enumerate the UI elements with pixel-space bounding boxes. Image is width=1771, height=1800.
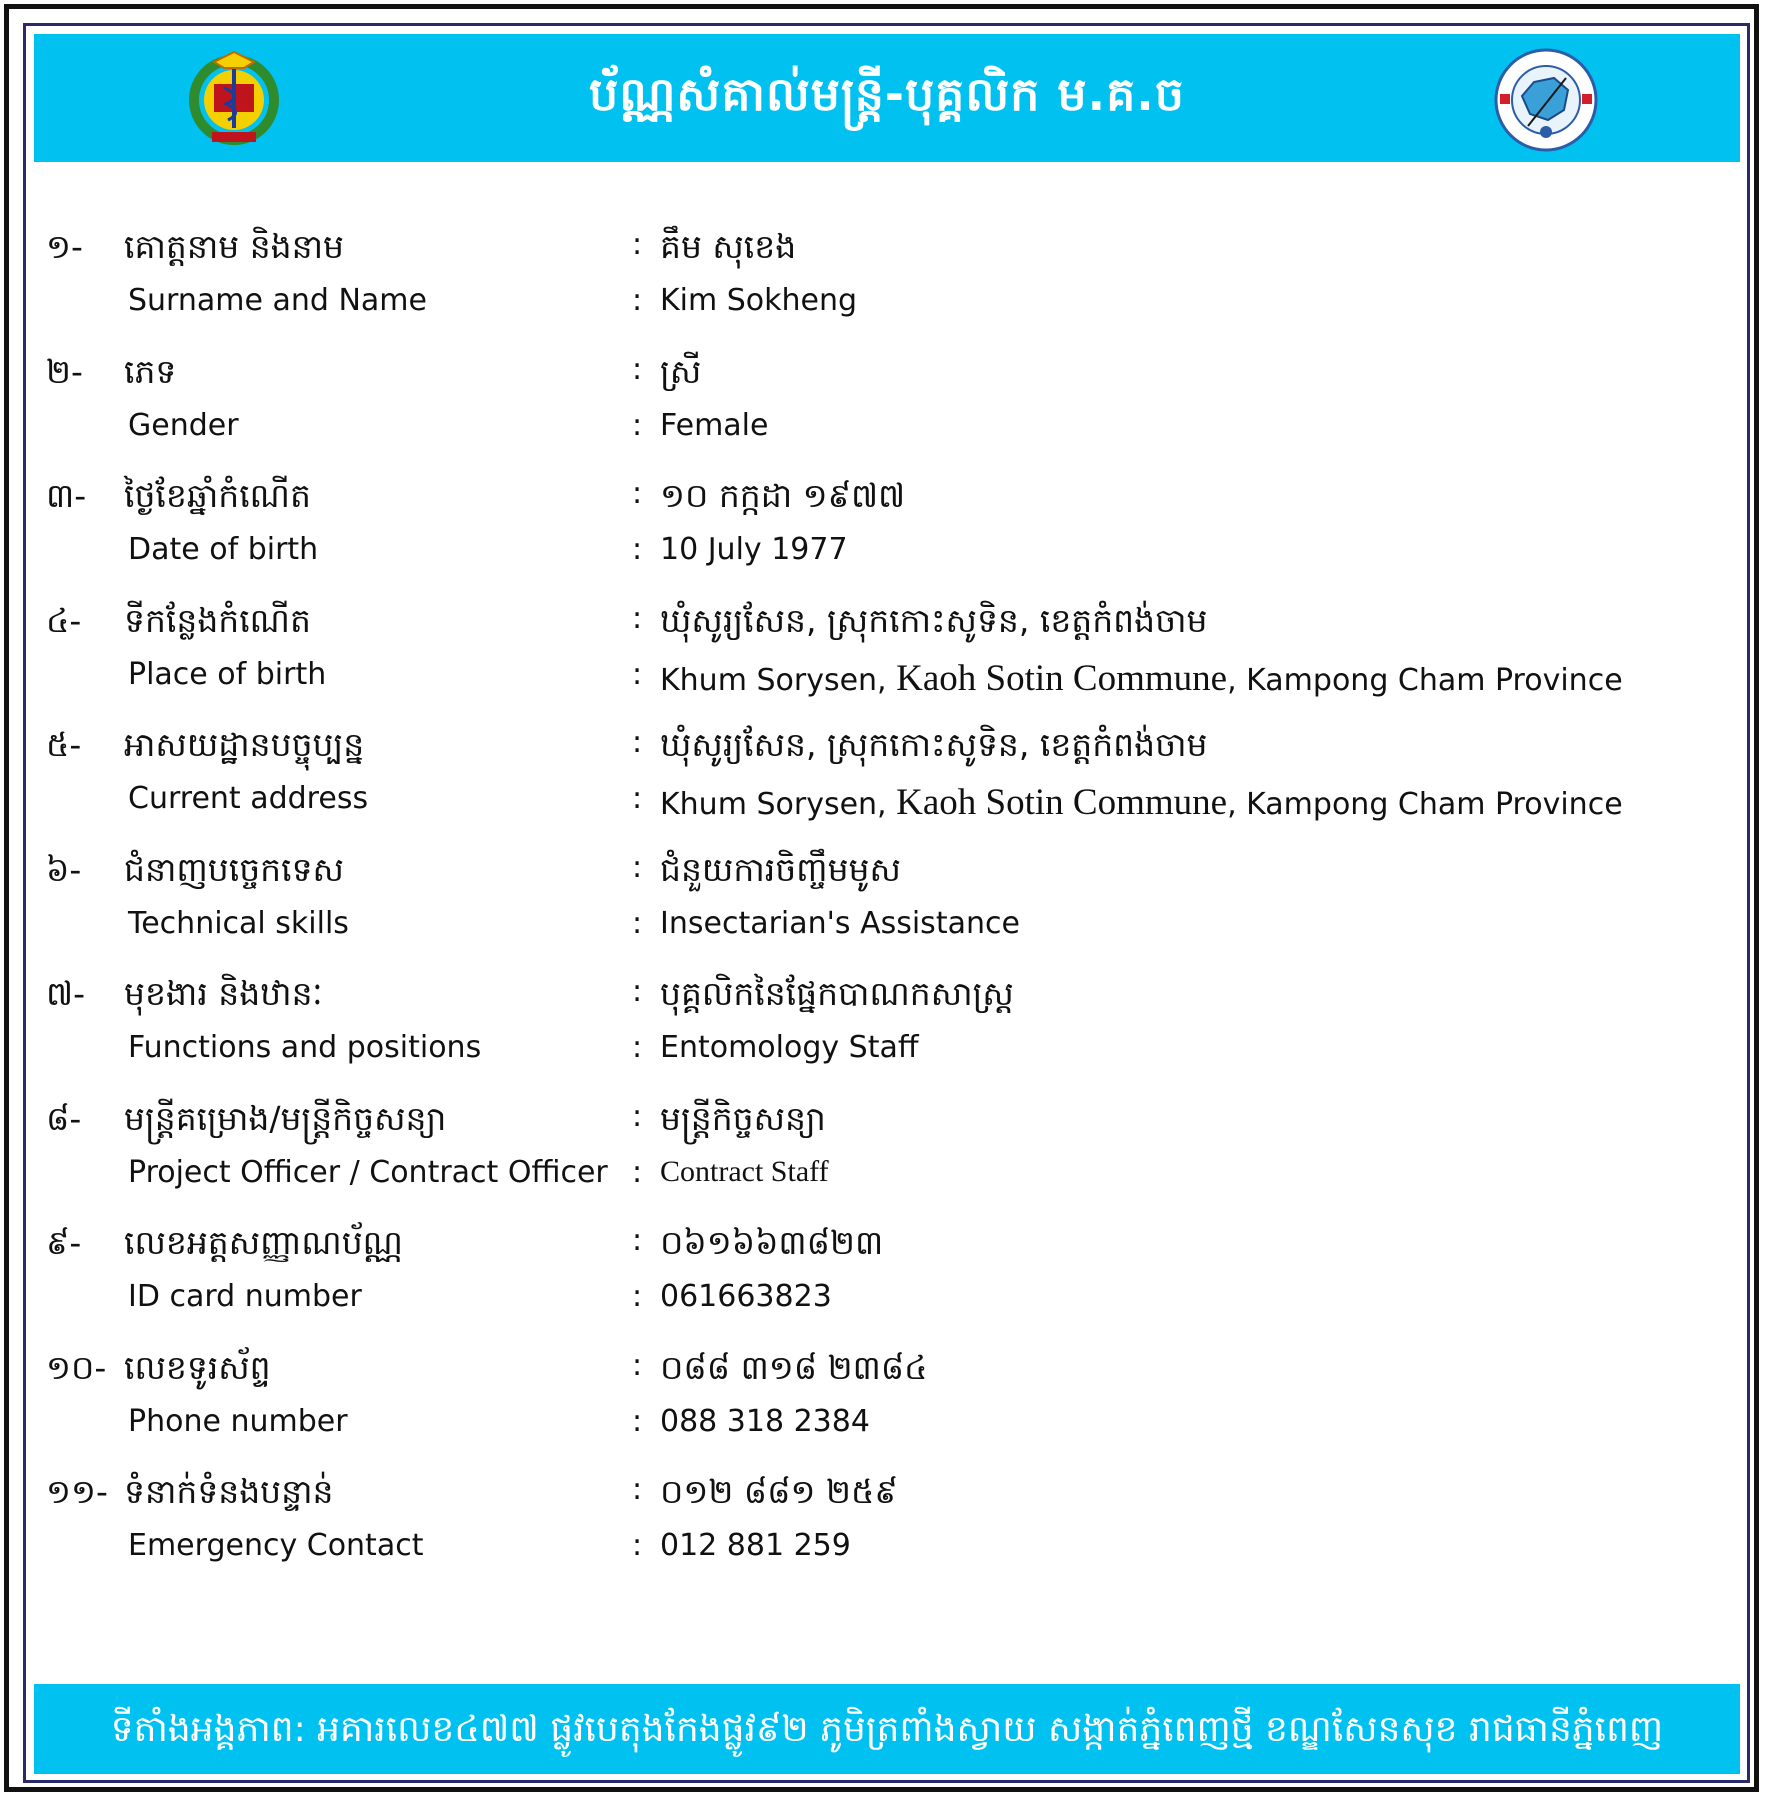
field-row-en <box>26 1155 1726 1215</box>
field-label-en: Gender <box>128 408 239 443</box>
field-row-kh <box>26 1099 1726 1159</box>
field-separator: : <box>632 1528 643 1563</box>
field-label-en: Emergency Contact <box>128 1528 424 1563</box>
field-value-en: Kim Sokheng <box>660 283 858 318</box>
field-value-en: 061663823 <box>660 1279 832 1314</box>
field-row-kh <box>26 601 1726 661</box>
field-value-kh: ឃុំសូរ្យសែន, ស្រុកកោះសូទិន, ខេត្តកំពង់ចាម <box>660 601 1208 640</box>
cnm-seal-icon <box>1494 48 1598 152</box>
field-label-kh: ទីកន្លែងកំណើត <box>124 601 311 640</box>
field-number: ៩- <box>46 1223 82 1262</box>
field-label-en: Technical skills <box>128 906 349 941</box>
field-value-en <box>660 657 1623 700</box>
field-row-en <box>26 1279 1726 1339</box>
field-label-kh: លេខអត្តសញ្ញាណប័ណ្ណ <box>124 1223 403 1262</box>
footer-banner <box>34 1684 1740 1774</box>
field-label-kh: ជំនាញបច្ចេកទេស <box>124 850 344 889</box>
field-separator: : <box>632 532 643 567</box>
field-row-kh <box>26 476 1726 536</box>
header-banner <box>34 34 1740 162</box>
field-row-en <box>26 1030 1726 1090</box>
field-number: ១០- <box>46 1348 107 1387</box>
field-separator: : <box>632 1030 643 1065</box>
field-row-kh <box>26 1348 1726 1408</box>
field-row-kh <box>26 1472 1726 1532</box>
field-value-kh: ១០ កក្កដា ១៩៧៧ <box>660 476 906 515</box>
field-value-en-part: , Kampong Cham Province <box>1227 663 1623 698</box>
field-value-kh: ០៨៨ ៣១៨ ២៣៨៤ <box>660 1348 928 1387</box>
field-row-en <box>26 1404 1726 1464</box>
field-row-en <box>26 781 1726 841</box>
field-value-en-part: , Kampong Cham Province <box>1227 787 1623 822</box>
field-label-en: Place of birth <box>128 657 327 692</box>
field-separator: : <box>632 725 643 760</box>
field-label-kh: មុខងារ និងឋានៈ <box>124 974 323 1013</box>
field-label-kh: គោត្តនាម និងនាម <box>124 227 344 266</box>
field-number: ៣- <box>46 476 87 515</box>
field-row-kh <box>26 725 1726 785</box>
field-value-en-part: Khum Sorysen, <box>660 787 897 822</box>
field-separator: : <box>632 1404 643 1439</box>
field-row-en <box>26 283 1726 343</box>
field-value-kh: ជំនួយការចិញ្ចឹមមូស <box>660 850 901 889</box>
field-label-kh: ភេទ <box>124 352 177 391</box>
field-value-en-part: Kaoh Sotin Commune <box>896 658 1228 699</box>
card-outer-border <box>4 4 1759 1792</box>
field-value-kh: ០១២ ៨៨១ ២៥៩ <box>660 1472 898 1511</box>
field-number: ១១- <box>46 1472 108 1511</box>
field-row-kh <box>26 974 1726 1034</box>
field-value-kh: គឹម សុខេង <box>660 227 797 266</box>
field-label-en: Functions and positions <box>128 1030 482 1065</box>
field-number: ៥- <box>46 725 82 764</box>
card-inner-border <box>23 23 1750 1783</box>
field-value-kh: ស្រី <box>660 352 702 391</box>
footer-address: ទីតាំងអង្គភាព: អគារលេខ៤៧៧ ផ្លូវបេតុងកែងផ្លូវ៩២ ភូមិត្រពាំងស្វាយ សង្កាត់ភ្នំពេញថ្មី ខណ្ឌសែនសុខ រាជធានីភ្នំពេញ <box>110 1709 1664 1750</box>
field-label-en: Surname and Name <box>128 283 427 318</box>
field-label-kh: មន្ត្រីគម្រោង/មន្ត្រីកិច្ចសន្យា <box>124 1099 447 1138</box>
field-row-kh <box>26 352 1726 412</box>
field-value-en-part: Khum Sorysen, <box>660 663 897 698</box>
field-row-en <box>26 1528 1726 1588</box>
field-value-kh: ឃុំសូរ្យសែន, ស្រុកកោះសូទិន, ខេត្តកំពង់ចាម <box>660 725 1208 764</box>
field-separator: : <box>632 1099 643 1134</box>
field-label-en: Date of birth <box>128 532 319 567</box>
field-label-en: Phone number <box>128 1404 348 1439</box>
field-separator: : <box>632 283 643 318</box>
field-row-en <box>26 532 1726 592</box>
field-separator: : <box>632 476 643 511</box>
field-row-kh <box>26 227 1726 287</box>
field-value-en: 10 July 1977 <box>660 532 848 567</box>
field-separator: : <box>632 906 643 941</box>
field-number: ៤- <box>46 601 82 640</box>
field-label-en: ID card number <box>128 1279 362 1314</box>
field-separator: : <box>632 1348 643 1383</box>
field-label-kh: អាសយដ្ឋានបច្ចុប្បន្ន <box>124 725 365 764</box>
field-separator: : <box>632 227 643 262</box>
field-separator: : <box>632 352 643 387</box>
field-separator: : <box>632 974 643 1009</box>
field-value-en: 012 881 259 <box>660 1528 851 1563</box>
field-label-kh: លេខទូរស័ព្ទ <box>124 1348 271 1387</box>
field-value-en: Entomology Staff <box>660 1030 919 1065</box>
field-number: ៦- <box>46 850 82 889</box>
field-row-en <box>26 657 1726 717</box>
field-separator: : <box>632 1472 643 1507</box>
field-value-en: Female <box>660 408 769 443</box>
field-separator: : <box>632 781 643 816</box>
field-number: ២- <box>46 352 83 391</box>
field-row-en <box>26 408 1726 468</box>
field-separator: : <box>632 1279 643 1314</box>
field-row-kh <box>26 1223 1726 1283</box>
field-value-en: 088 318 2384 <box>660 1404 870 1439</box>
field-value-en-part: Kaoh Sotin Commune <box>896 782 1228 823</box>
field-number: ១- <box>46 227 83 266</box>
field-separator: : <box>632 657 643 692</box>
field-number: ៧- <box>46 974 85 1013</box>
field-separator: : <box>632 408 643 443</box>
field-row-en <box>26 906 1726 966</box>
field-label-en: Current address <box>128 781 369 816</box>
field-value-en: Contract Staff <box>660 1155 829 1188</box>
field-separator: : <box>632 850 643 885</box>
field-value-kh: មន្ត្រីកិច្ចសន្យា <box>660 1099 826 1138</box>
field-label-kh: ថ្ងៃខែឆ្នាំកំណើត <box>124 476 311 515</box>
card-title: ប័ណ្ណសំគាល់មន្ត្រី-បុគ្គលិក ម.គ.ច <box>589 67 1185 121</box>
field-value-kh: ០៦១៦៦៣៨២៣ <box>660 1223 884 1262</box>
field-separator: : <box>632 1155 643 1190</box>
field-separator: : <box>632 601 643 636</box>
field-value-kh: បុគ្គលិកនៃផ្នែកបាណកសាស្ត្រ <box>660 974 1014 1013</box>
field-row-kh <box>26 850 1726 910</box>
field-separator: : <box>632 1223 643 1258</box>
field-label-en: Project Officer / Contract Officer <box>128 1155 608 1190</box>
field-label-kh: ទំនាក់ទំនងបន្ទាន់ <box>124 1472 334 1511</box>
field-value-en: Insectarian's Assistance <box>660 906 1020 941</box>
field-number: ៨- <box>46 1099 82 1138</box>
field-value-en <box>660 781 1623 824</box>
